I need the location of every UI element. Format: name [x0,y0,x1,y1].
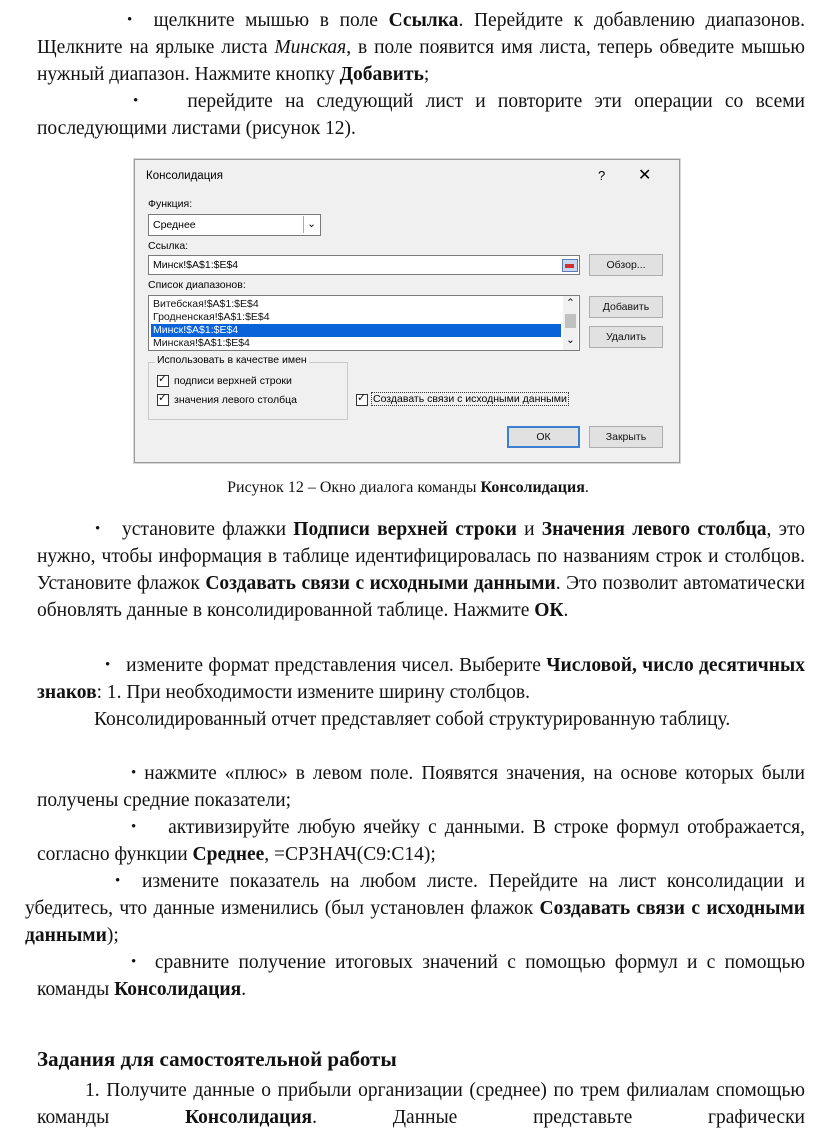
use-labels-group [148,362,348,420]
bullet-icon: • [131,819,137,835]
close-icon[interactable]: ✕ [638,167,652,184]
figure-caption: Рисунок 12 – Окно диалога команды Консолидация. [227,479,589,496]
function-select-value: Среднее [153,219,196,231]
scroll-up-icon[interactable]: ⌃ [566,297,575,309]
function-select[interactable] [148,214,321,236]
function-label: Функция: [148,198,193,210]
left-column-label[interactable]: значения левого столбца [174,394,297,406]
paragraph-3: • установите флажки Подписи верхней строки и Значения левого столбца, это нужно, чтобы информация в таблице идентифицировалась по названиям строк и столбцов. Установите флажок Создавать связи с исходными данными. Это позволит автоматически обновлять данные в консолидированной таблице. Нажмите ОК. [37,516,805,624]
left-column-checkbox[interactable] [157,394,169,406]
scrollbar-thumb[interactable] [565,314,576,328]
paragraph-1: • щелкните мышью в поле Ссылка. Перейдите к добавлению диапазонов. Щелкните на ярлыке листа Минская, в поле появится имя листа, теперь обведите мышью нужный диапазон. Нажмите кнопку Добавить; [37,7,805,88]
ranges-label: Список диапазонов: [148,279,246,291]
paragraph-8: • измените показатель на любом листе. Перейдите на лист консолидации и убедитесь, что данные изменились (был установлен флажок Создавать связи с исходными данными); [25,868,805,949]
create-links-checkbox[interactable] [356,394,368,406]
close-button[interactable]: Закрыть [589,426,663,448]
chevron-down-icon[interactable]: ⌄ [303,216,319,233]
bullet-icon: • [133,93,139,109]
list-item[interactable]: Минск!$A$1:$E$4 [151,324,561,337]
paragraph-9: • сравните получение итоговых значений с помощью формул и с помощью команды Консолидация. [37,949,805,1003]
delete-button[interactable]: Удалить [589,326,663,348]
range-select-icon[interactable] [562,259,578,272]
add-button[interactable]: Добавить [589,296,663,318]
bullet-icon: • [95,521,101,537]
list-item[interactable]: Минская!$A$1:$E$4 [153,337,250,349]
create-links-label[interactable]: Создавать связи с исходными данными [373,393,567,405]
scrollbar[interactable] [563,296,578,350]
consolidation-dialog-screenshot [134,159,680,463]
paragraph-2: • перейдите на следующий лист и повторите эти операции со всеми последующими листами (рисунок 12). [37,88,805,142]
browse-button[interactable]: Обзор... [589,254,663,276]
scroll-down-icon[interactable]: ⌄ [566,334,575,346]
ok-button[interactable]: ОК [507,426,580,448]
use-labels-group-title: Использовать в качестве имен [157,354,307,366]
bullet-icon: • [115,873,121,889]
dialog-title: Консолидация [146,170,223,182]
bullet-icon: • [105,657,111,673]
paragraph-4: • измените формат представления чисел. Выберите Числовой, число десятичных знаков: 1. При необходимости измените ширину столбцов. [37,652,805,706]
bullet-icon: • [131,765,137,781]
bullet-icon: • [127,12,133,28]
top-row-label[interactable]: подписи верхней строки [174,375,292,387]
reference-input-value: Минск!$A$1:$E$4 [153,259,239,271]
bullet-icon: • [131,954,137,970]
paragraph-7: • активизируйте любую ячейку с данными. В строке формул отображается, согласно функции Среднее, =СРЗНАЧ(C9:C14); [37,814,805,868]
paragraph-5: Консолидированный отчет представляет собой структурированную таблицу. [94,709,731,730]
reference-input[interactable] [148,255,580,275]
list-item[interactable]: Гродненская!$A$1:$E$4 [153,311,270,323]
section-heading: Задания для самостоятельной работы [37,1047,397,1071]
list-item[interactable]: Витебская!$A$1:$E$4 [153,298,259,310]
reference-label: Ссылка: [148,240,189,252]
paragraph-10: 1. Получите данные о прибыли организации (среднее) по трем филиалам спомощью команды Консолидация. Данные представьте графически [37,1080,805,1128]
top-row-checkbox[interactable] [157,375,169,387]
ranges-list[interactable] [148,295,580,351]
paragraph-6: • нажмите «плюс» в левом поле. Появятся значения, на основе которых были получены средние показатели; [37,760,805,814]
help-icon[interactable]: ? [598,168,606,183]
